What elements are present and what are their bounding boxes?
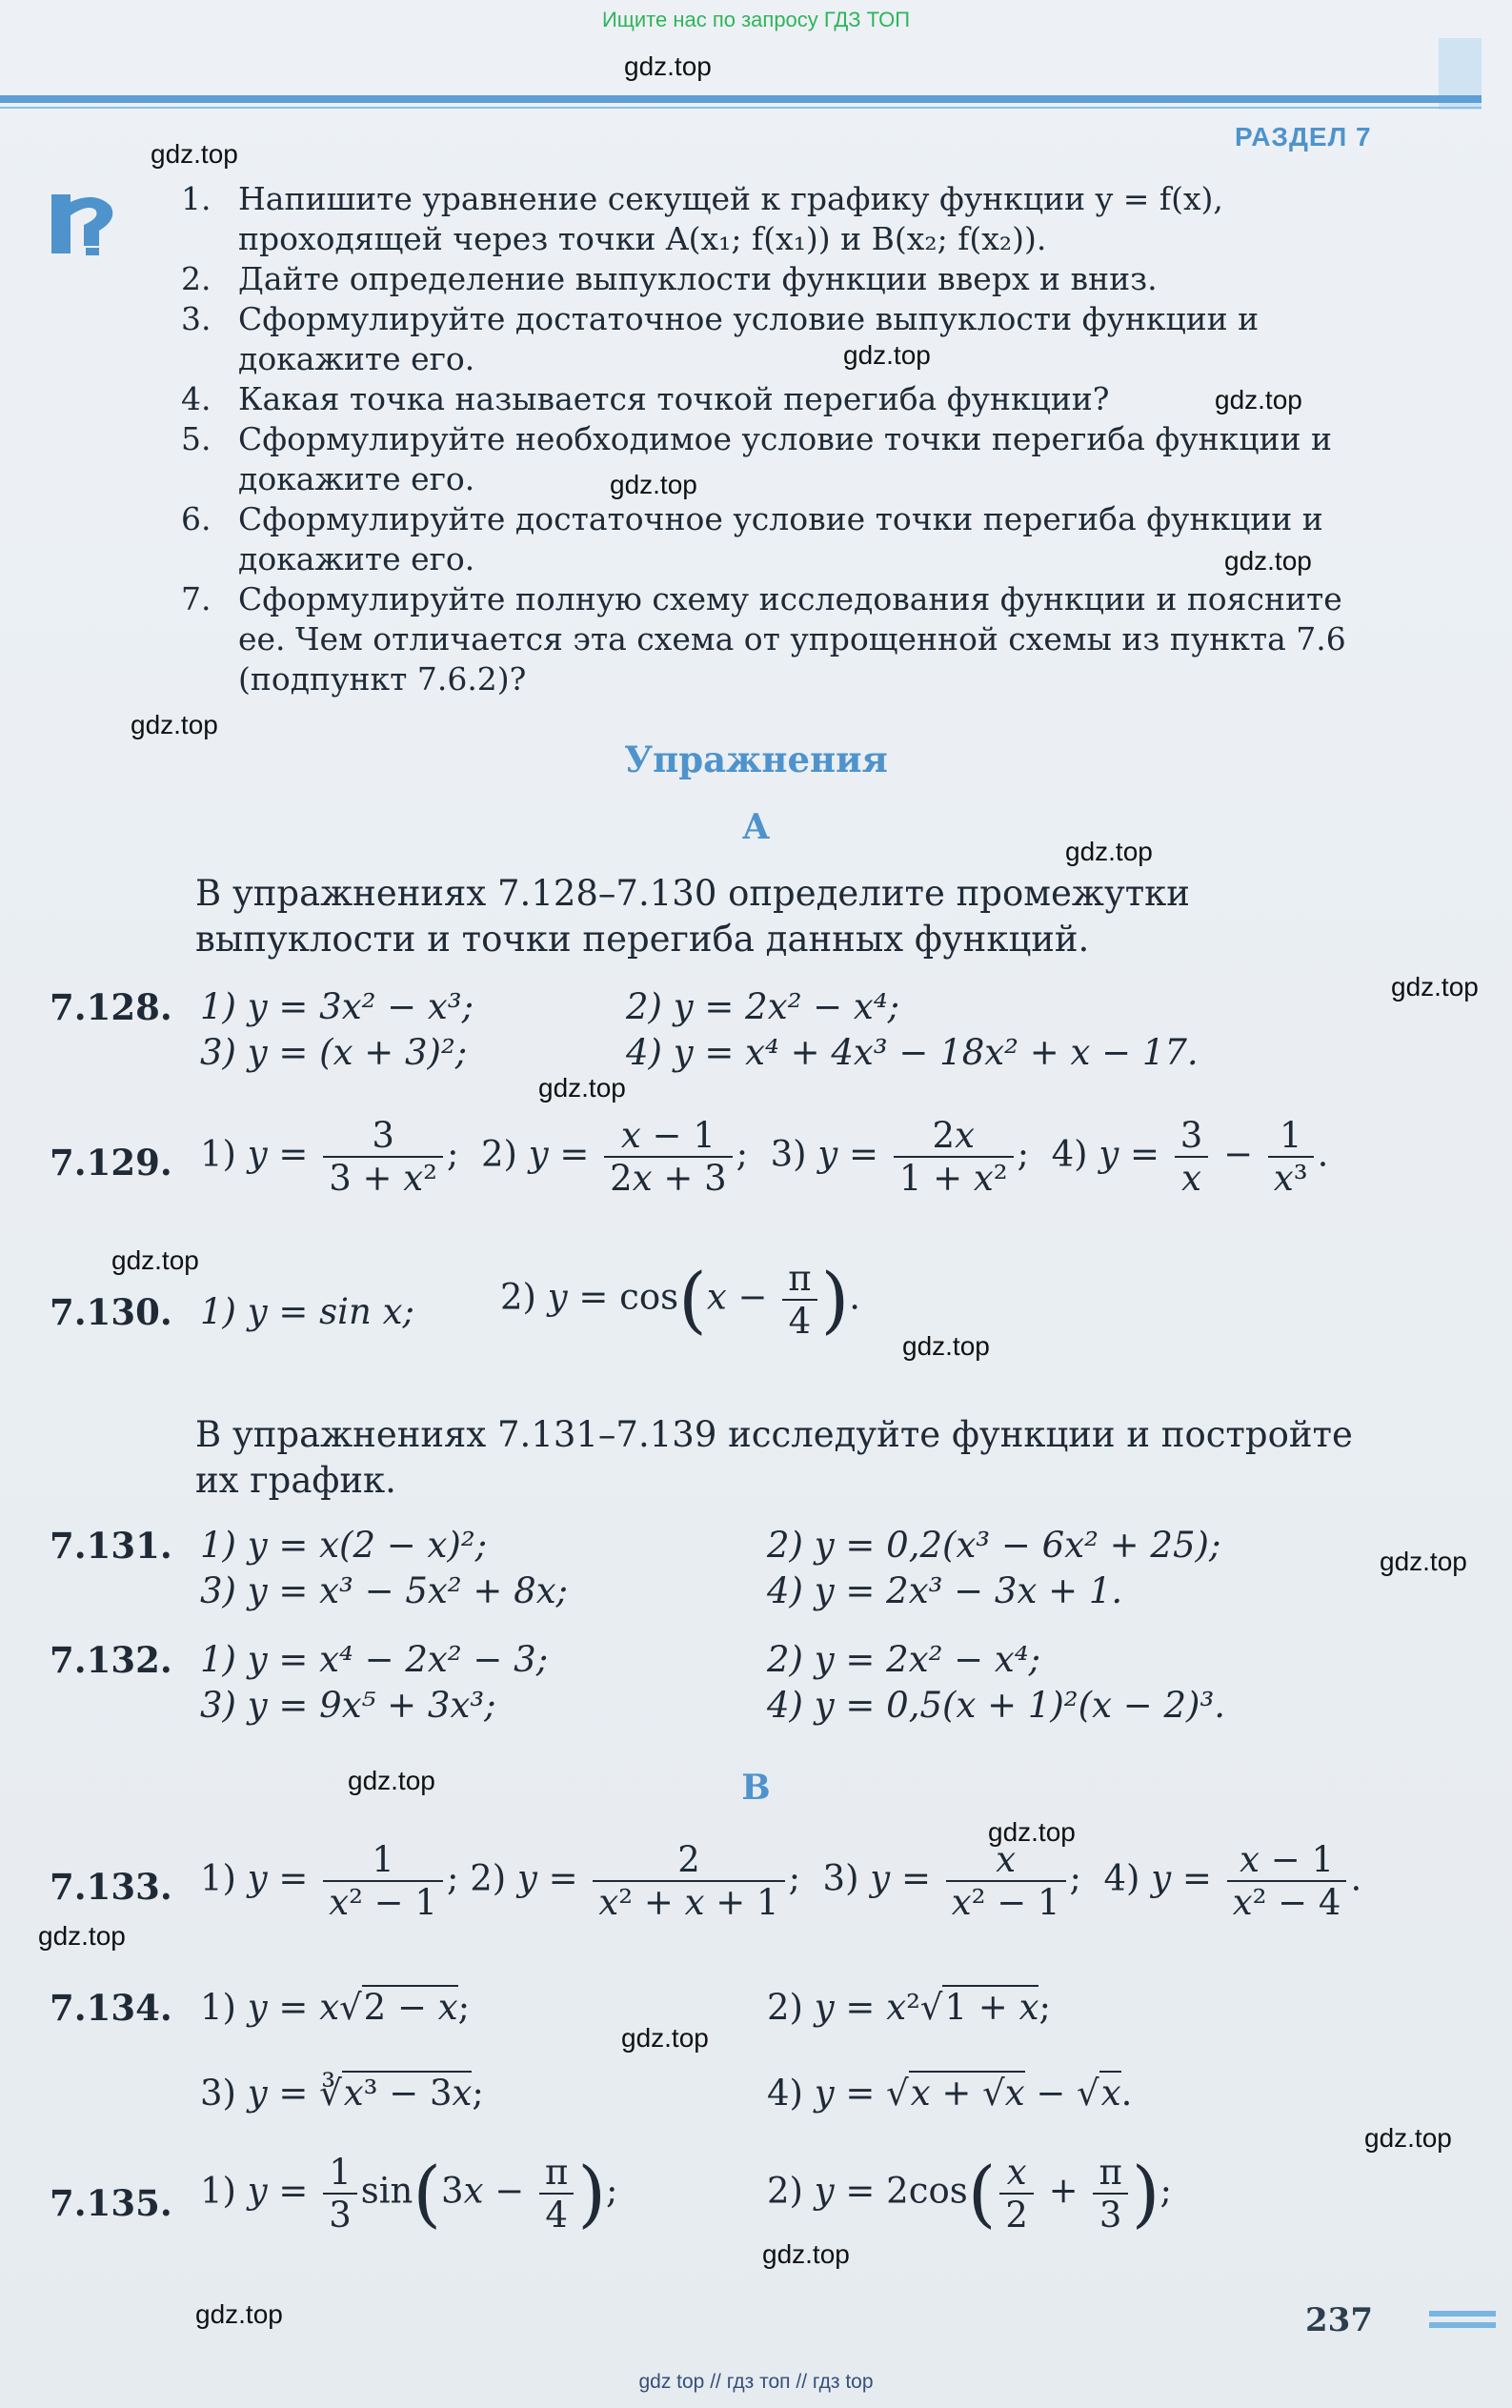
exercise-formula: 1) y = x√2 − x;	[200, 1987, 471, 2028]
watermark: gdz.top	[1065, 837, 1153, 866]
bottom-ad-text[interactable]: gdz top // гдз топ // гдз top	[638, 2371, 874, 2393]
exercise-item: 2) y = 0,2(x³ − 6x² + 25);	[767, 1525, 1221, 1566]
question-number: 6.	[181, 500, 212, 537]
header-rule-thin	[0, 107, 1482, 109]
exercise-formula: 2) y = 2cos( $\frac{x}{2}$ + $\frac{\pi}{3}$ );	[767, 2151, 1172, 2236]
section-label: РАЗДЕЛ 7	[1235, 122, 1372, 152]
exercise-formula: 4) y = √x + √x − √x.	[767, 2073, 1133, 2114]
watermark: gdz.top	[195, 2299, 283, 2329]
question-number: 1.	[181, 180, 212, 217]
exercise-formula: 3) y = ∛x³ − 3x;	[200, 2073, 484, 2114]
question-text: Напишите уравнение секущей к графику функции y = f(x), проходящей через точки A(x₁; f(x₁)) и B(x₂; f(x₂)).	[238, 180, 1223, 257]
question-item	[181, 259, 1372, 299]
question-text: Сформулируйте достаточное условие точки перегиба функции и докажите его.	[238, 500, 1323, 577]
exercise-formula: 2) y = x²√1 + x;	[767, 1987, 1051, 2028]
page-decoration	[1429, 2311, 1496, 2317]
watermark: gdz.top	[1215, 385, 1302, 415]
exercise-item: 3) y = x³ − 5x² + 8x;	[200, 1570, 569, 1611]
exercise-formula: 1) y = $\frac{1}{\text{x² − 1}}$ ; 2) y = $\frac{2}{\text{x² + x + 1}}$ ; 3) y = $\frac{x}{\text{x² − 1}}$ ; 4) y = $\frac{x - 1}{\text{x² − 4}}$ .	[200, 1839, 1362, 1923]
exercise-item: 4) y = 0,5(x + 1)²(x − 2)³.	[767, 1685, 1226, 1726]
intro-paragraph-1: В упражнениях 7.128–7.130 определите промежутки выпуклости и точки перегиба данных функций.	[195, 873, 1190, 960]
exercise-item: 3) y = 9x⁵ + 3x³;	[200, 1685, 496, 1726]
exercise-number: 7.131.	[50, 1525, 172, 1567]
watermark: gdz.top	[1391, 972, 1479, 1002]
exercise-formula: 2) y = cos(x − $\frac{\pi}{4}$ ).	[500, 1257, 860, 1342]
watermark: gdz.top	[348, 1766, 435, 1795]
watermark: gdz.top	[843, 340, 931, 370]
watermark: gdz.top	[621, 2023, 709, 2053]
exercise-number: 7.130.	[50, 1291, 172, 1333]
page-number: 237	[1305, 2301, 1373, 2339]
review-questions	[181, 179, 1372, 699]
exercise-number: 7.133.	[50, 1866, 172, 1908]
question-text: Дайте определение выпуклости функции вверх и вниз.	[238, 260, 1158, 297]
watermark: gdz.top	[111, 1245, 199, 1275]
question-number: 3.	[181, 300, 212, 337]
exercise-number: 7.132.	[50, 1639, 172, 1681]
exercise-item: 1) y = sin x;	[200, 1291, 414, 1332]
question-text: Какая точка называется точкой перегиба функции?	[238, 380, 1110, 417]
exercise-item: 3) y = (x + 3)²;	[200, 1032, 468, 1073]
page-decoration	[1429, 2322, 1496, 2328]
exercise-item: 4) y = 2x³ − 3x + 1.	[767, 1570, 1123, 1611]
exercise-formula: 1) y = $\frac{3}{\text{3 + x²}}$ ; 2) y = $\frac{x - 1}{2x + 3}$ ; 3) y = $\frac{2x}{\text{1 + x²}}$ ; 4) y = $\frac{3}{x}$ − $\frac{1}{\text{x³}}$ .	[200, 1115, 1329, 1199]
exercises-heading: Упражнения	[624, 739, 888, 780]
question-item	[181, 379, 1372, 419]
group-b-heading: В	[741, 1768, 771, 1808]
watermark: gdz.top	[38, 1921, 126, 1951]
exercise-item: 2) y = 2x² − x⁴;	[767, 1639, 1041, 1680]
intro-paragraph-2: В упражнениях 7.131–7.139 исследуйте функции и постройте их график.	[195, 1414, 1353, 1501]
exercise-number: 7.128.	[50, 986, 172, 1028]
watermark: gdz.top	[1224, 546, 1312, 576]
exercise-item: 2) y = 2x² − x⁴;	[626, 986, 900, 1027]
exercise-item: 1) y = 3x² − x³;	[200, 986, 474, 1027]
question-item	[181, 419, 1372, 499]
watermark: gdz.top	[988, 1817, 1076, 1847]
watermark: gdz.top	[131, 710, 218, 739]
watermark: gdz.top	[1364, 2123, 1452, 2153]
watermark: gdz.top	[610, 470, 697, 499]
header-rule	[0, 95, 1482, 103]
question-item	[181, 299, 1372, 379]
question-text: Сформулируйте достаточное условие выпуклости функции и докажите его.	[238, 300, 1260, 377]
question-number: 2.	[181, 260, 212, 297]
watermark: gdz.top	[624, 51, 712, 81]
question-item	[181, 179, 1372, 259]
top-ad-text[interactable]: Ищите нас по запросу ГДЗ ТОП	[601, 8, 911, 31]
question-number: 4.	[181, 380, 212, 417]
watermark: gdz.top	[151, 139, 238, 169]
question-text: Сформулируйте необходимое условие точки перегиба функции и докажите его.	[238, 420, 1332, 497]
question-item	[181, 499, 1372, 579]
exercise-number: 7.134.	[50, 1987, 172, 2029]
exercise-formula: 1) y = $\frac{1}{3}$ sin(3x − $\frac{\pi}{4}$ );	[200, 2151, 618, 2236]
watermark: gdz.top	[902, 1331, 990, 1361]
question-number: 7.	[181, 580, 212, 617]
exercise-number: 7.129.	[50, 1142, 172, 1184]
question-text: Сформулируйте полную схему исследования функции и поясните ее. Чем отличается эта схема от упрощенной схемы из пункта 7.6 (подпункт 7.6.2)?	[238, 580, 1346, 698]
question-item	[181, 579, 1372, 699]
group-a-heading: А	[741, 807, 771, 847]
exercise-item: 1) y = x(2 − x)²;	[200, 1525, 488, 1566]
exercise-item: 4) y = x⁴ + 4x³ − 18x² + x − 17.	[626, 1032, 1199, 1073]
watermark: gdz.top	[762, 2239, 850, 2269]
exercise-item: 1) y = x⁴ − 2x² − 3;	[200, 1639, 549, 1680]
question-number: 5.	[181, 420, 212, 457]
watermark: gdz.top	[538, 1073, 626, 1103]
exercise-number: 7.135.	[50, 2182, 172, 2224]
watermark: gdz.top	[1380, 1547, 1467, 1576]
question-mark-icon	[50, 189, 118, 257]
